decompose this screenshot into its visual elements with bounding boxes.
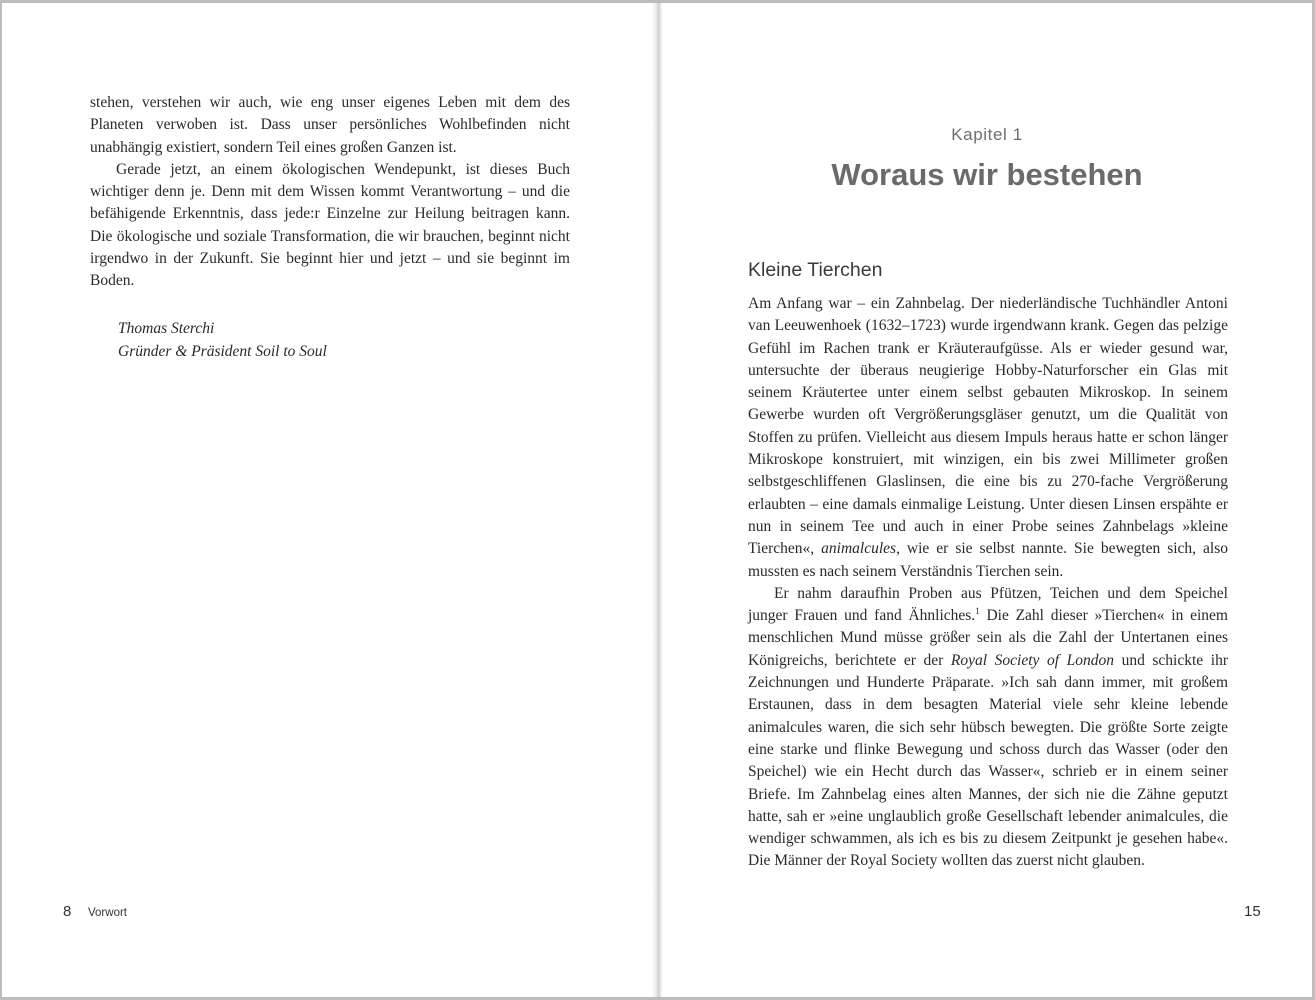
left-page [2,3,655,997]
section-heading: Kleine Tierchen [748,259,883,281]
text-run: Er nahm daraufhin Proben aus Pfützen, Teichen und dem Speichel junger Frauen und fand Ähnliches. [748,584,1228,625]
text-run: Am Anfang war – ein Zahnbelag. Der niederländische Tuchhändler Antoni van Leeuwenhoek (1632–1723) wurde irgendwann krank. Gegen das pelzige Gefühl im Rachen trank er Kräuteraufgüsse. Als er wieder gesund war, untersuchte der überaus neugierige Hobby-Naturforscher ein Glas mit seinem Kräutertee unter einem selbst gebauten Mikroskop. In seinem Gewerbe wurden oft Vergrößerungsgläser genutzt, um die Qualität von Stoffen zu prüfen. Vielleicht aus diesem Impuls heraus hatte er schon länger Mikroskope konstruiert, mit winzigen, ein bis zwei Millimeter großen selbstgeschliffenen Glaslinsen, die eine bis zu 270-fache Vergrößerung erlaubten – eine damals einmalige Leistung. Unter diesen Linsen erspähte er nun in seinem Tee und auch in einer Probe seines Zahnbelags »kleine Tierchen«, [748,295,1228,558]
chapter-label: Kapitel 1 [951,125,1023,144]
signature [118,317,327,363]
paragraph: Gerade jetzt, an einem ökologischen Wendepunkt, ist dieses Buch wichtiger denn je. Denn mit dem Wissen kommt Verantwortung – und die befähigende Erkenntnis, dass jede:r Einzelne zur Heilung beitragen kann. Die ökologische und soziale Transformation, die wir brauchen, beginnt nicht irgendwo in der Zukunft. Sie beginnt hier und jetzt – und sie beginnt im Boden. [90,160,570,290]
text-run: und schickte ihr Zeichnungen und Hunderte Präparate. »Ich sah dann immer, mit großem Erstaunen, dass in dem besagten Material viele sehr kleine lebende animalcules waren, die sich sehr hübsch bewegten. Die größte Sorte zeigte eine starke und flinke Bewegung und schoss durch das Wasser (oder den Speichel) wie ein Hecht durch das Wasser«, schrieb er in einem seiner Briefe. Im Zahnbelag eines alten Mannes, der sich nie die Zähne geputzt hatte, sah er »eine unglaublich große Gesellschaft lebender animalcules, die wendiger schwammen, als ich es bis zu diesem Zeitpunkt je gesehen habe«. Die Männer der Royal Society wollten das zuerst nicht glauben. [748,651,1228,870]
italic-term: Royal Society of London [950,651,1114,669]
signature-title: Gründer & Präsident Soil to Soul [118,343,327,360]
right-page-body [748,293,1228,873]
paragraph [748,293,1228,583]
footnote-marker[interactable]: 1 [975,606,980,616]
right-page [662,3,1312,997]
italic-term: animalcules [821,540,897,558]
running-title: Vorwort [88,907,127,919]
page-number: 15 [1244,903,1261,920]
book-spread [2,3,1312,997]
page-number: 8 [63,903,72,920]
signature-name: Thomas Sterchi [118,320,215,337]
paragraph [748,583,1228,873]
text-run: , wie er sie selbst nannte. Sie bewegten sich, also mussten es nach seinem Verständnis Tierchen sein. [748,540,1228,580]
left-page-body [90,92,570,293]
text-run: Die Zahl dieser »Tierchen« in einem menschlichen Mund müsse größer sein als die Zahl der Untertanen eines Königreichs, berichtete er der [748,607,1228,669]
paragraph: stehen, verstehen wir auch, wie eng unser eigenes Leben mit dem des Planeten verwoben ist. Dass unser persönliches Wohlbefinden nicht unabhängig existiert, sondern Teil eines großen Ganzen ist. [90,94,570,156]
chapter-title: Woraus wir bestehen [831,157,1143,192]
